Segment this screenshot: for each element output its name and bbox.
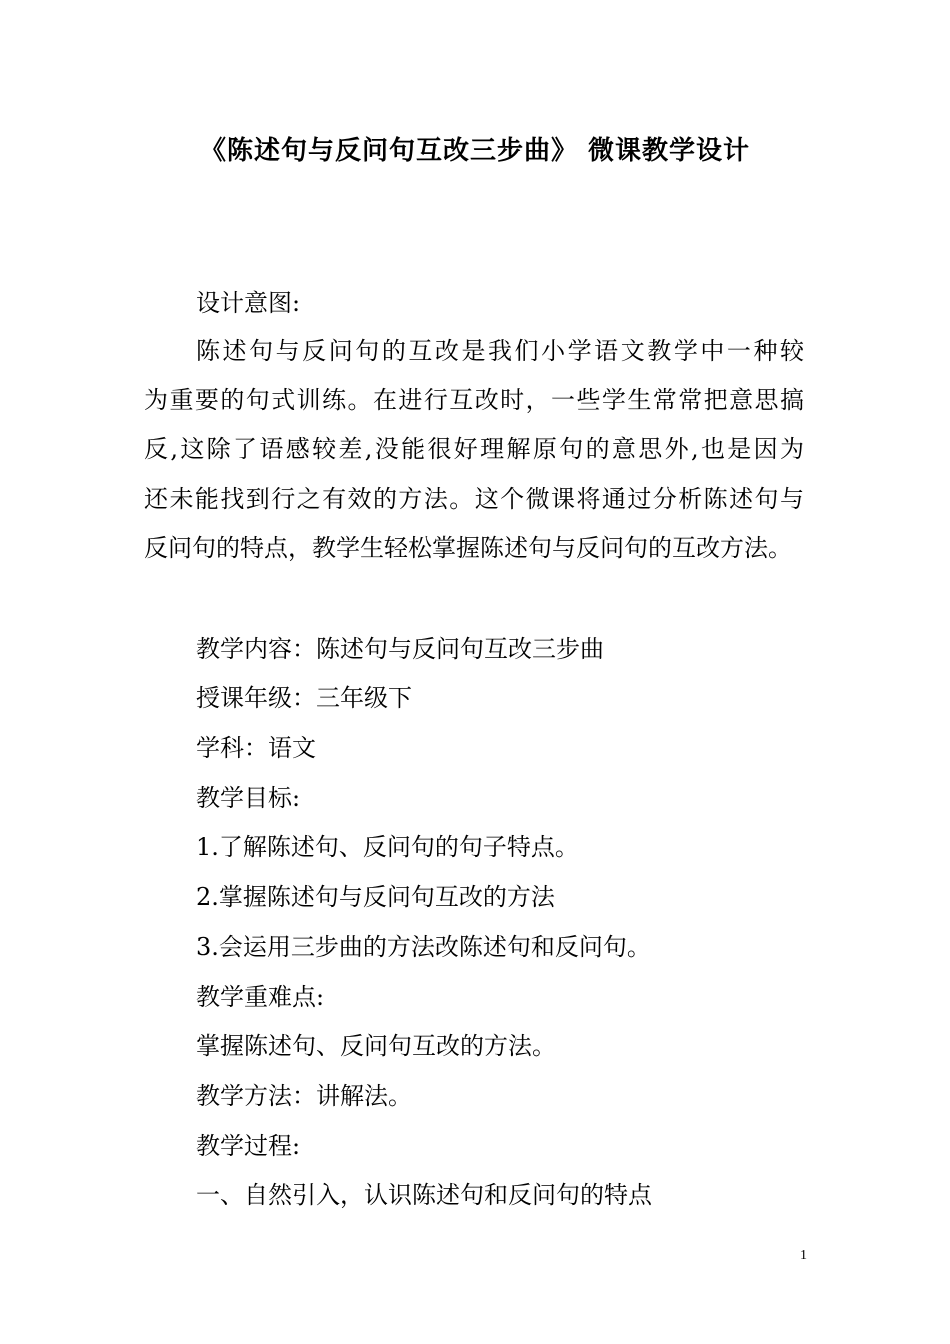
goal-item-3: 3.会运用三步曲的方法改陈述句和反问句。 bbox=[196, 933, 651, 961]
design-intent-label: 设计意图: bbox=[196, 289, 301, 317]
intro-line-1: 陈述句与反问句的互改是我们小学语文教学中一种较 bbox=[196, 337, 804, 365]
goals-label: 教学目标: bbox=[196, 784, 301, 812]
process-label: 教学过程: bbox=[196, 1132, 301, 1160]
intro-line-5: 反问句的特点，教学生轻松掌握陈述句与反问句的互改方法。 bbox=[144, 534, 792, 562]
teaching-content: 教学内容：陈述句与反问句互改三步曲 bbox=[196, 635, 604, 663]
page-number: 1 bbox=[800, 1248, 807, 1263]
goal-item-1: 1.了解陈述句、反问句的句子特点。 bbox=[196, 833, 579, 861]
intro-line-4: 还未能找到行之有效的方法。这个微课将通过分析陈述句与 bbox=[144, 485, 804, 513]
teaching-subject: 学科：语文 bbox=[196, 734, 316, 762]
key-points-text: 掌握陈述句、反问句互改的方法。 bbox=[196, 1032, 556, 1060]
intro-line-3: 反,这除了语感较差,没能很好理解原句的意思外,也是因为 bbox=[144, 435, 804, 463]
teaching-grade: 授课年级：三年级下 bbox=[196, 684, 412, 712]
document-title: 《陈述句与反问句互改三步曲》 微课教学设计 bbox=[199, 136, 751, 166]
key-points-label: 教学重难点: bbox=[196, 983, 325, 1011]
process-step-1: 一、自然引入，认识陈述句和反问句的特点 bbox=[196, 1181, 652, 1209]
intro-line-2: 为重要的句式训练。在进行互改时，一些学生常常把意思搞 bbox=[144, 386, 804, 414]
teaching-method: 教学方法：讲解法。 bbox=[196, 1082, 412, 1110]
goal-item-2: 2.掌握陈述句与反问句互改的方法 bbox=[196, 883, 555, 911]
